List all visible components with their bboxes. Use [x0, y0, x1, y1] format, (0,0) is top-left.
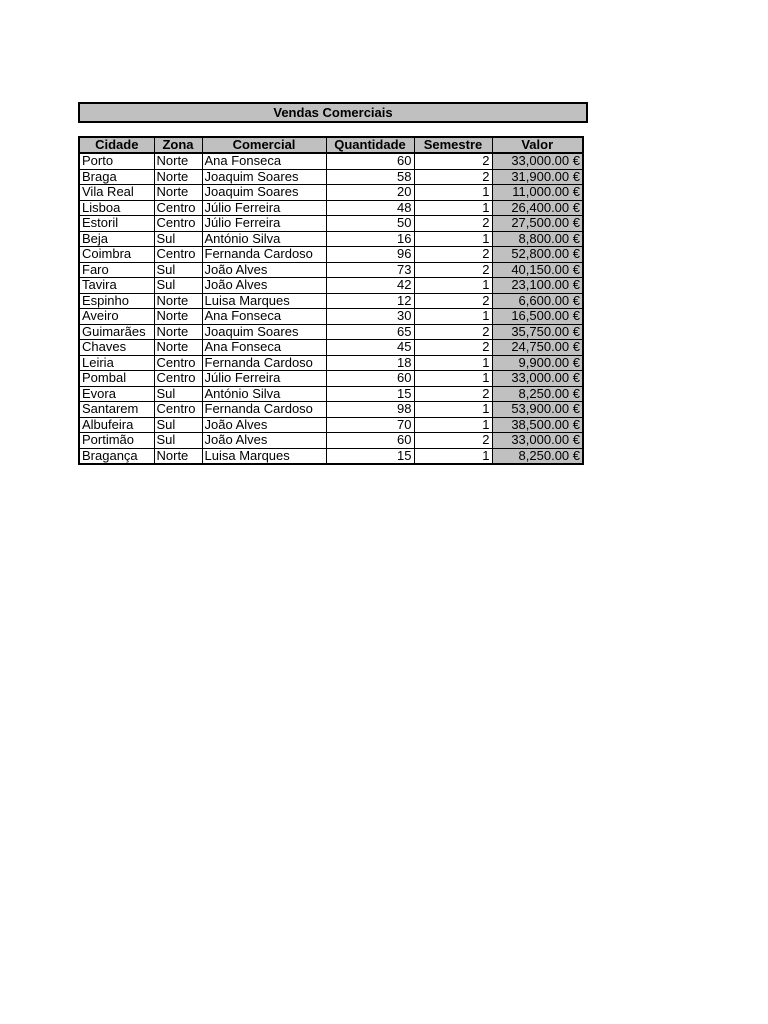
cell-cidade: Lisboa — [79, 200, 154, 216]
cell-valor: 31,900.00 € — [492, 169, 583, 185]
cell-valor: 6,600.00 € — [492, 293, 583, 309]
header-row — [79, 137, 583, 153]
table-row — [79, 231, 583, 247]
cell-semestre: 1 — [414, 231, 492, 247]
cell-semestre: 2 — [414, 293, 492, 309]
cell-cidade: Guimarães — [79, 324, 154, 340]
cell-valor: 27,500.00 € — [492, 216, 583, 232]
cell-quantidade: 60 — [326, 433, 414, 449]
cell-valor: 33,000.00 € — [492, 153, 583, 169]
table-row — [79, 402, 583, 418]
cell-comercial: Fernanda Cardoso — [202, 402, 326, 418]
header-semestre: Semestre — [414, 137, 492, 153]
table-row — [79, 247, 583, 263]
cell-valor: 23,100.00 € — [492, 278, 583, 294]
cell-semestre: 2 — [414, 340, 492, 356]
cell-valor: 11,000.00 € — [492, 185, 583, 201]
cell-zona: Centro — [154, 216, 202, 232]
cell-quantidade: 58 — [326, 169, 414, 185]
cell-zona: Sul — [154, 231, 202, 247]
cell-semestre: 1 — [414, 417, 492, 433]
cell-quantidade: 18 — [326, 355, 414, 371]
cell-semestre: 1 — [414, 355, 492, 371]
cell-cidade: Vila Real — [79, 185, 154, 201]
cell-cidade: Pombal — [79, 371, 154, 387]
cell-quantidade: 15 — [326, 386, 414, 402]
table-row — [79, 340, 583, 356]
cell-quantidade: 12 — [326, 293, 414, 309]
table-row — [79, 200, 583, 216]
cell-comercial: João Alves — [202, 278, 326, 294]
cell-zona: Centro — [154, 371, 202, 387]
cell-comercial: Fernanda Cardoso — [202, 355, 326, 371]
cell-semestre: 2 — [414, 324, 492, 340]
sales-table — [78, 136, 584, 465]
cell-semestre: 1 — [414, 278, 492, 294]
cell-cidade: Santarem — [79, 402, 154, 418]
cell-zona: Norte — [154, 324, 202, 340]
cell-quantidade: 45 — [326, 340, 414, 356]
cell-cidade: Albufeira — [79, 417, 154, 433]
cell-valor: 33,000.00 € — [492, 433, 583, 449]
header-quantidade: Quantidade — [326, 137, 414, 153]
cell-cidade: Espinho — [79, 293, 154, 309]
cell-valor: 8,250.00 € — [492, 448, 583, 464]
cell-comercial: Joaquim Soares — [202, 169, 326, 185]
cell-comercial: Ana Fonseca — [202, 309, 326, 325]
cell-cidade: Bragança — [79, 448, 154, 464]
cell-cidade: Estoril — [79, 216, 154, 232]
cell-quantidade: 15 — [326, 448, 414, 464]
cell-quantidade: 16 — [326, 231, 414, 247]
cell-quantidade: 50 — [326, 216, 414, 232]
sheet-title: Vendas Comerciais — [78, 102, 588, 123]
table-row — [79, 433, 583, 449]
cell-valor: 53,900.00 € — [492, 402, 583, 418]
cell-quantidade: 96 — [326, 247, 414, 263]
cell-comercial: João Alves — [202, 262, 326, 278]
cell-semestre: 2 — [414, 153, 492, 169]
cell-zona: Norte — [154, 185, 202, 201]
cell-quantidade: 20 — [326, 185, 414, 201]
cell-zona: Sul — [154, 433, 202, 449]
header-cidade: Cidade — [79, 137, 154, 153]
table-body — [79, 153, 583, 464]
cell-zona: Centro — [154, 247, 202, 263]
cell-quantidade: 48 — [326, 200, 414, 216]
cell-comercial: António Silva — [202, 386, 326, 402]
cell-semestre: 1 — [414, 402, 492, 418]
cell-valor: 24,750.00 € — [492, 340, 583, 356]
table-row — [79, 185, 583, 201]
cell-comercial: Joaquim Soares — [202, 185, 326, 201]
cell-cidade: Chaves — [79, 340, 154, 356]
cell-quantidade: 60 — [326, 153, 414, 169]
cell-zona: Norte — [154, 340, 202, 356]
cell-zona: Sul — [154, 262, 202, 278]
cell-comercial: Júlio Ferreira — [202, 200, 326, 216]
cell-cidade: Tavira — [79, 278, 154, 294]
table-row — [79, 355, 583, 371]
cell-valor: 16,500.00 € — [492, 309, 583, 325]
cell-zona: Norte — [154, 309, 202, 325]
cell-quantidade: 70 — [326, 417, 414, 433]
table-row — [79, 324, 583, 340]
cell-valor: 40,150.00 € — [492, 262, 583, 278]
cell-comercial: João Alves — [202, 417, 326, 433]
header-valor: Valor — [492, 137, 583, 153]
cell-zona: Norte — [154, 293, 202, 309]
cell-comercial: Júlio Ferreira — [202, 216, 326, 232]
cell-semestre: 1 — [414, 371, 492, 387]
table-row — [79, 417, 583, 433]
cell-cidade: Coimbra — [79, 247, 154, 263]
cell-comercial: Luisa Marques — [202, 293, 326, 309]
cell-cidade: Braga — [79, 169, 154, 185]
cell-valor: 9,900.00 € — [492, 355, 583, 371]
table-row — [79, 309, 583, 325]
cell-quantidade: 73 — [326, 262, 414, 278]
cell-comercial: Fernanda Cardoso — [202, 247, 326, 263]
table-row — [79, 371, 583, 387]
cell-semestre: 1 — [414, 448, 492, 464]
cell-cidade: Leiria — [79, 355, 154, 371]
table-row — [79, 278, 583, 294]
cell-comercial: João Alves — [202, 433, 326, 449]
cell-semestre: 2 — [414, 262, 492, 278]
table-row — [79, 448, 583, 464]
cell-semestre: 1 — [414, 309, 492, 325]
cell-zona: Centro — [154, 402, 202, 418]
cell-cidade: Faro — [79, 262, 154, 278]
cell-semestre: 1 — [414, 200, 492, 216]
cell-cidade: Porto — [79, 153, 154, 169]
cell-comercial: Luisa Marques — [202, 448, 326, 464]
cell-valor: 35,750.00 € — [492, 324, 583, 340]
table-row — [79, 169, 583, 185]
table-row — [79, 293, 583, 309]
cell-semestre: 2 — [414, 433, 492, 449]
cell-comercial: Ana Fonseca — [202, 153, 326, 169]
cell-comercial: António Silva — [202, 231, 326, 247]
cell-semestre: 2 — [414, 216, 492, 232]
cell-comercial: Joaquim Soares — [202, 324, 326, 340]
cell-quantidade: 30 — [326, 309, 414, 325]
cell-semestre: 1 — [414, 185, 492, 201]
cell-valor: 33,000.00 € — [492, 371, 583, 387]
header-zona: Zona — [154, 137, 202, 153]
table-row — [79, 153, 583, 169]
table-row — [79, 216, 583, 232]
cell-quantidade: 60 — [326, 371, 414, 387]
cell-semestre: 2 — [414, 169, 492, 185]
cell-valor: 26,400.00 € — [492, 200, 583, 216]
cell-quantidade: 65 — [326, 324, 414, 340]
cell-cidade: Evora — [79, 386, 154, 402]
cell-zona: Sul — [154, 278, 202, 294]
cell-zona: Norte — [154, 169, 202, 185]
cell-valor: 38,500.00 € — [492, 417, 583, 433]
cell-semestre: 2 — [414, 247, 492, 263]
cell-zona: Norte — [154, 448, 202, 464]
cell-quantidade: 42 — [326, 278, 414, 294]
cell-cidade: Aveiro — [79, 309, 154, 325]
cell-valor: 8,250.00 € — [492, 386, 583, 402]
header-comercial: Comercial — [202, 137, 326, 153]
cell-zona: Sul — [154, 386, 202, 402]
cell-zona: Centro — [154, 355, 202, 371]
cell-zona: Centro — [154, 200, 202, 216]
cell-cidade: Beja — [79, 231, 154, 247]
cell-valor: 8,800.00 € — [492, 231, 583, 247]
cell-comercial: Ana Fonseca — [202, 340, 326, 356]
cell-zona: Norte — [154, 153, 202, 169]
table-row — [79, 386, 583, 402]
cell-comercial: Júlio Ferreira — [202, 371, 326, 387]
cell-cidade: Portimão — [79, 433, 154, 449]
cell-zona: Sul — [154, 417, 202, 433]
cell-valor: 52,800.00 € — [492, 247, 583, 263]
table-row — [79, 262, 583, 278]
cell-semestre: 2 — [414, 386, 492, 402]
cell-quantidade: 98 — [326, 402, 414, 418]
